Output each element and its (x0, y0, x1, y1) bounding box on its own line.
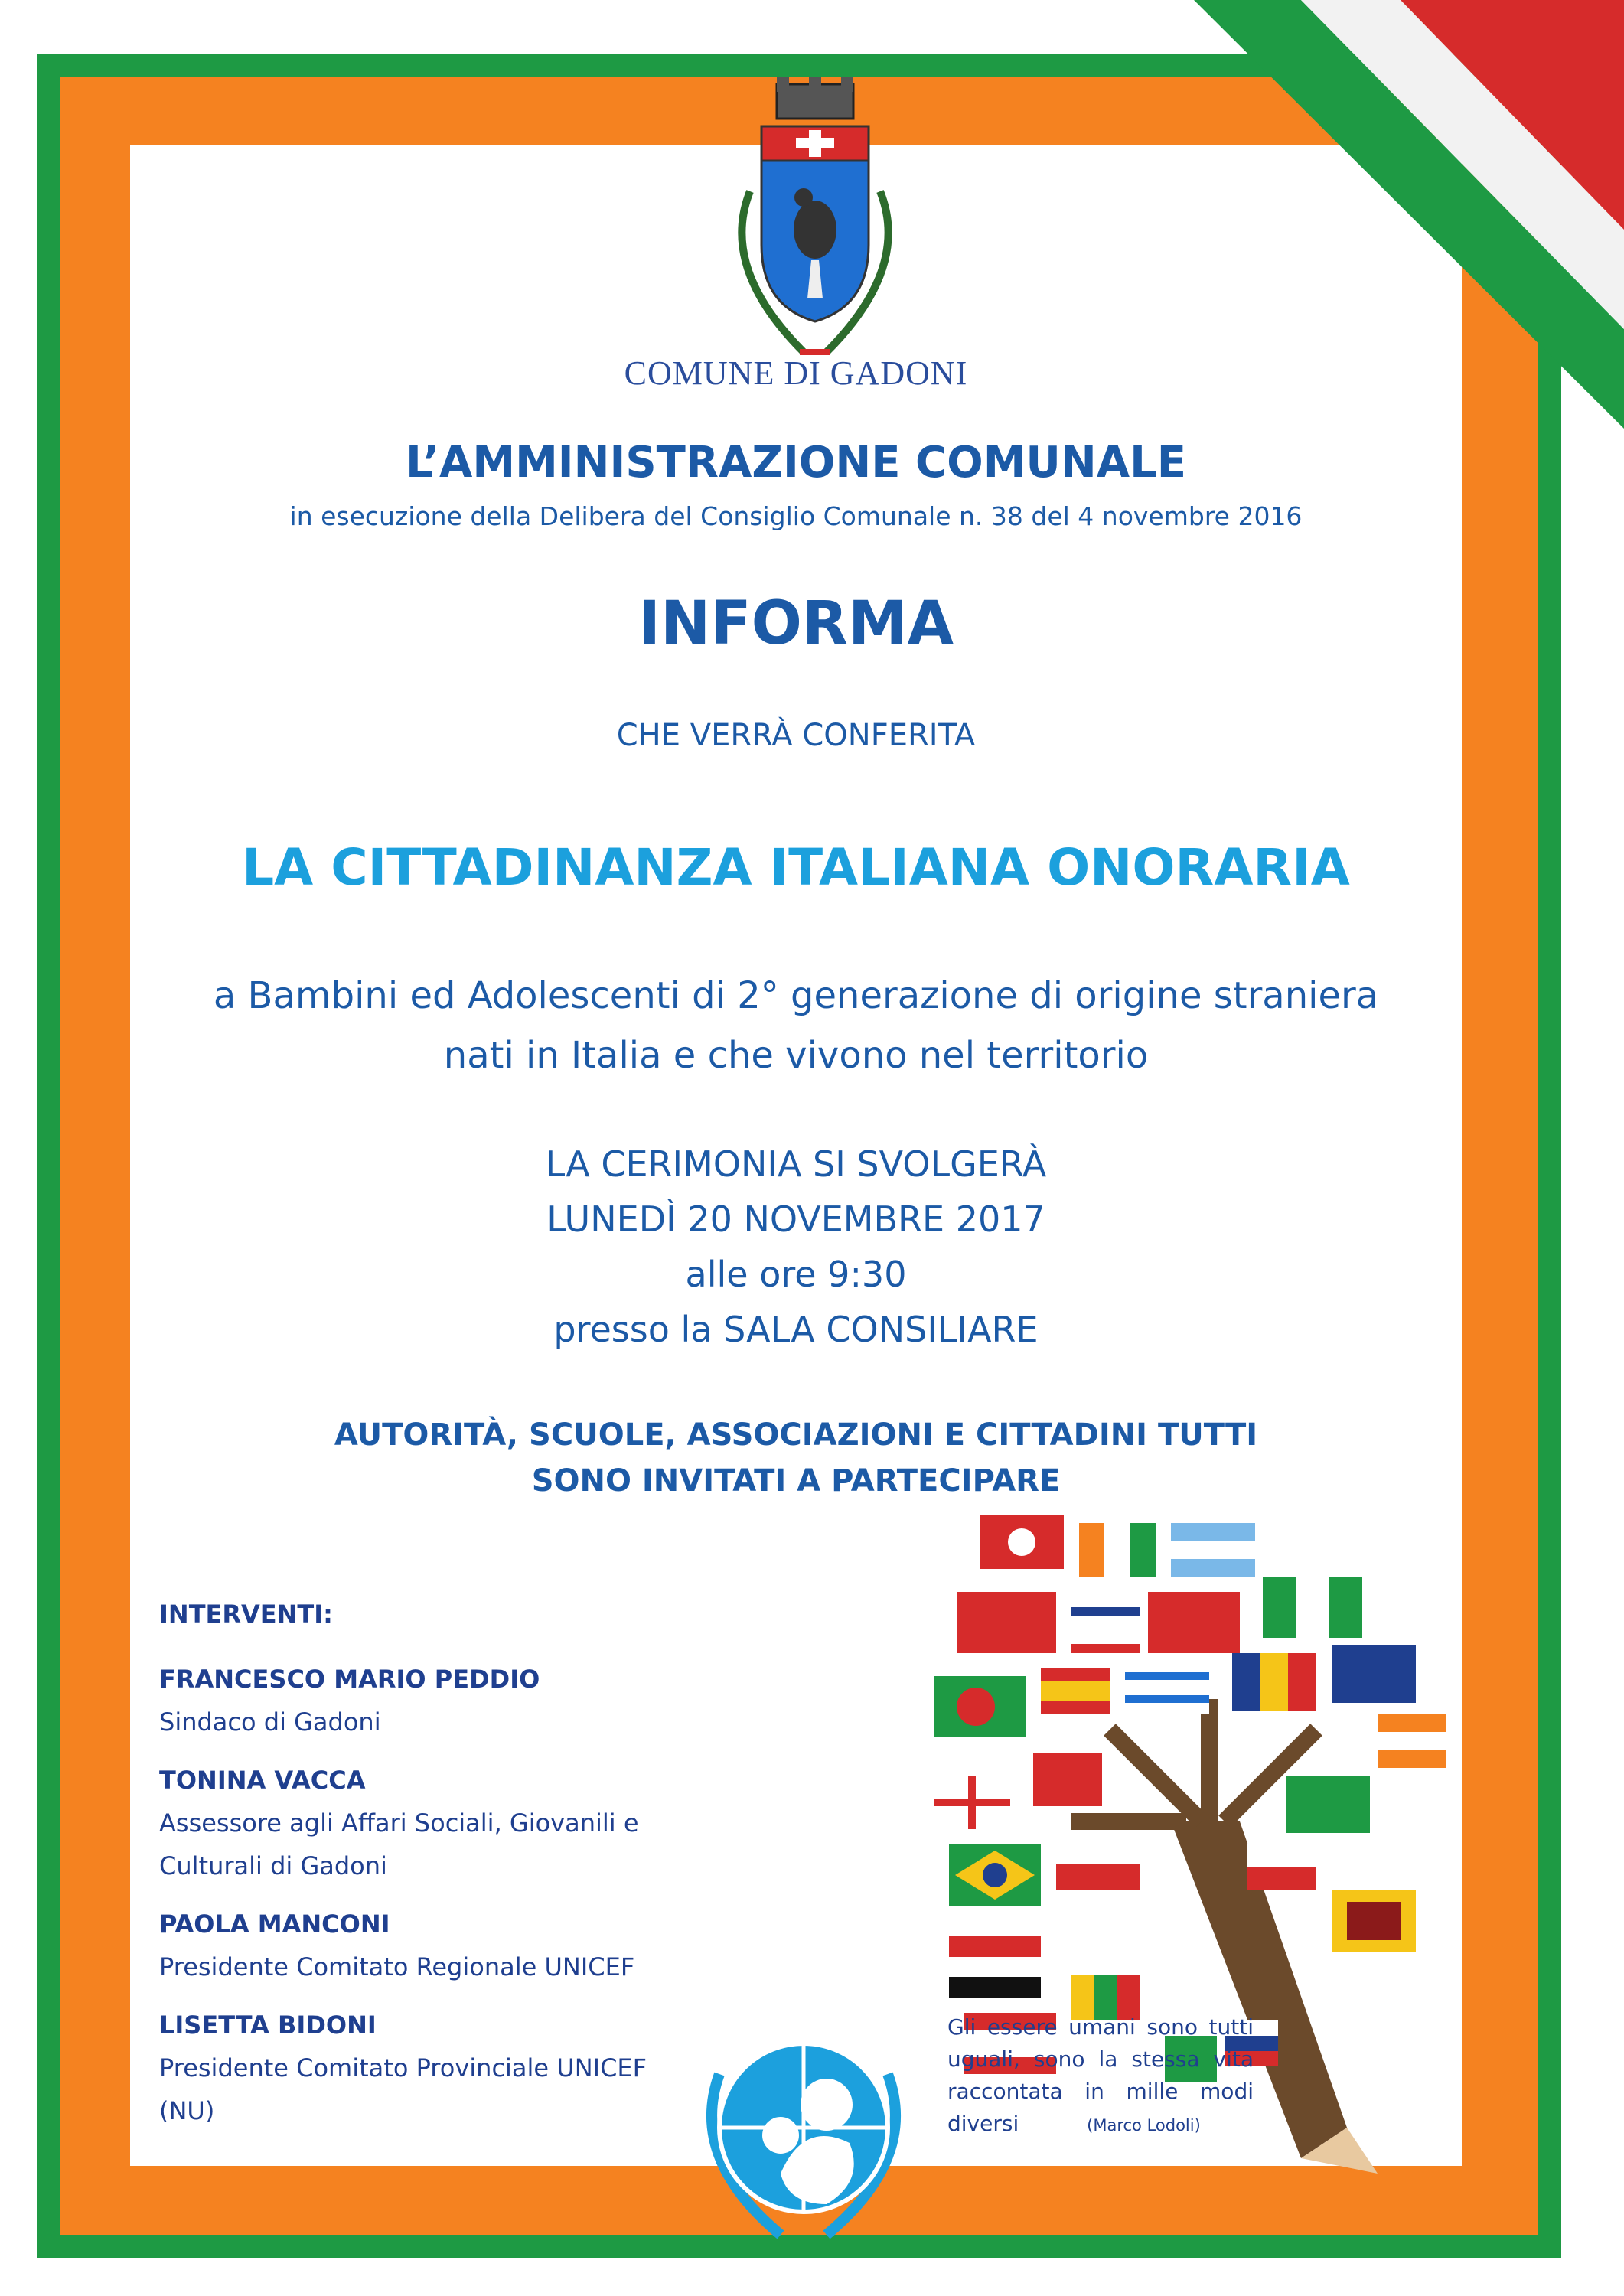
comune-name: COMUNE DI GADONI (624, 354, 968, 392)
administration-heading: L’AMMINISTRAZIONE COMUNALE (405, 438, 1187, 488)
speaker-item (159, 1658, 695, 1743)
speaker-role: Presidente Comitato Regionale UNICEF (159, 1952, 635, 1981)
ceremony-date: LUNEDÌ 20 NOVEMBRE 2017 (546, 1199, 1045, 1240)
ceremony-heading: LA CERIMONIA SI SVOLGERÀ (545, 1143, 1047, 1185)
speaker-item (159, 1759, 695, 1887)
speakers-list (159, 1600, 695, 2148)
citizenship-title: LA CITTADINANZA ITALIANA ONORARIA (242, 838, 1350, 897)
quote-box (947, 2011, 1254, 2141)
speaker-role: Assessore agli Affari Sociali, Giovanili e Culturali di Gadoni (159, 1808, 639, 1880)
unicef-logo-icon (673, 2005, 934, 2250)
delibera-reference: in esecuzione della Delibera del Consiglio Comunale n. 38 del 4 novembre 2016 (289, 501, 1303, 531)
informa-heading: INFORMA (638, 589, 954, 658)
speaker-item (159, 1903, 695, 1988)
quote-author: (Marco Lodoli) (1087, 2116, 1201, 2135)
beneficiaries-line-1: a Bambini ed Adolescenti di 2° generazione di origine straniera (213, 974, 1379, 1017)
beneficiaries-line-2: nati in Italia e che vivono nel territorio (443, 1034, 1149, 1077)
speaker-role: Sindaco di Gadoni (159, 1707, 381, 1737)
speaker-name: FRANCESCO MARIO PEDDIO (159, 1665, 540, 1694)
quote-text: Gli essere umani sono tutti uguali, sono la stessa vita raccontata in mille modi diversi (947, 2014, 1254, 2136)
ceremony-details (130, 1137, 1462, 1357)
speakers-title: INTERVENTI: (159, 1600, 333, 1629)
beneficiaries-text (130, 966, 1462, 1085)
ceremony-time: alle ore 9:30 (685, 1254, 907, 1295)
speaker-name: PAOLA MANCONI (159, 1910, 390, 1939)
invitation-text (130, 1412, 1462, 1504)
conferita-text: CHE VERRÀ CONFERITA (616, 718, 976, 753)
speaker-name: TONINA VACCA (159, 1766, 366, 1795)
invitation-line-2: SONO INVITATI A PARTECIPARE (531, 1463, 1061, 1499)
invitation-line-1: AUTORITÀ, SCUOLE, ASSOCIAZIONI E CITTADINI TUTTI (334, 1417, 1258, 1453)
speaker-item (159, 2004, 695, 2132)
speaker-role: Presidente Comitato Provinciale UNICEF (NU) (159, 2053, 647, 2125)
municipal-coat-of-arms-icon (689, 77, 941, 375)
ceremony-place: presso la SALA CONSILIARE (553, 1309, 1039, 1350)
speaker-name: LISETTA BIDONI (159, 2011, 377, 2040)
